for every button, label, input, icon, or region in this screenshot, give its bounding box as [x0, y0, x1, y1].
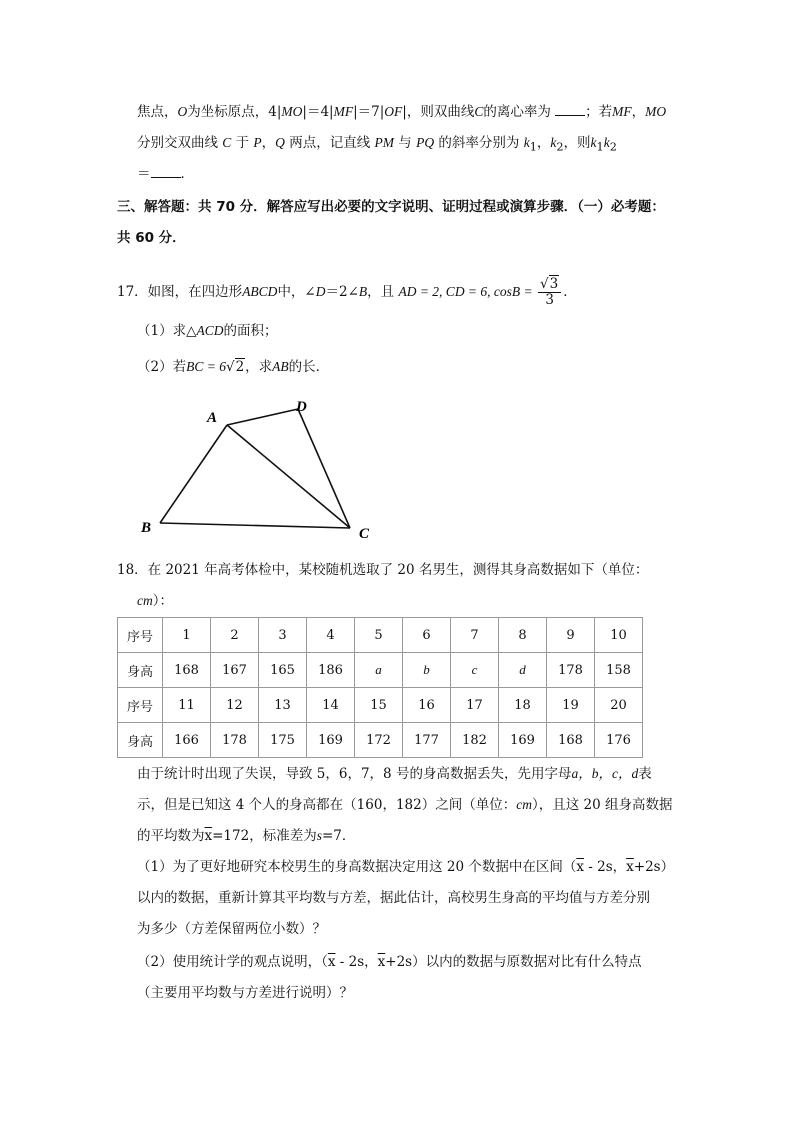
label-C: C: [359, 526, 370, 542]
text: ，且: [367, 284, 395, 300]
table-row: [118, 688, 643, 723]
var-x-bar: $\overline{x}$: [626, 859, 634, 875]
fraction: [538, 277, 561, 308]
table-cell: 166: [163, 723, 211, 758]
text: ，: [631, 104, 646, 120]
q17-stem: [117, 276, 577, 308]
var-C: C: [474, 104, 484, 119]
var-x-bar: $\overline{x}$: [327, 954, 336, 970]
var-Q: Q: [275, 135, 285, 150]
table-cell: 13: [259, 688, 307, 723]
text: - 2s，: [335, 954, 378, 970]
text: 的斜率分别为: [438, 135, 520, 151]
text: ．: [563, 284, 577, 300]
sqrt-2: 2: [235, 359, 245, 375]
text: 的离心率为: [483, 104, 551, 120]
text: 的平均数为: [137, 828, 205, 844]
var-ABCD: ABCD: [242, 284, 278, 299]
table-cell: c: [451, 653, 499, 688]
var-MF: MF: [612, 104, 632, 119]
text: 于: [235, 135, 250, 151]
q18-stem: 18．在 2021 年高考体检中，某校随机选取了 20 名男生，测得其身高数据如下（单位：: [117, 562, 649, 578]
q18-sub2-line-2: （主要用平均数与方差进行说明）？: [137, 985, 353, 1001]
var-PQ: PQ: [416, 135, 435, 150]
answer-blank[interactable]: [555, 103, 585, 116]
q18-unit: [137, 592, 173, 610]
var-MO: MO: [281, 104, 303, 119]
var-s: s: [316, 828, 322, 843]
table-cell: b: [403, 653, 451, 688]
var-D: D: [315, 284, 326, 299]
table-cell: 4: [307, 618, 355, 653]
table-cell: 169: [499, 723, 547, 758]
q18-sub1-line-3: 为多少（方差保留两位小数）？: [137, 921, 326, 937]
q17-sub1: [137, 322, 277, 340]
text: |＝7|: [353, 104, 385, 120]
var-B: B: [358, 284, 368, 299]
subscript: 2: [556, 140, 564, 154]
table-cell: 14: [307, 688, 355, 723]
var-x-bar: $\overline{x}$: [377, 954, 386, 970]
sqrt-sign: √: [225, 359, 235, 375]
text: 为坐标原点，4|: [187, 104, 282, 120]
var-BC: BC = 6: [186, 359, 226, 374]
q16-line-2: [137, 134, 617, 157]
table-cell: 11: [163, 688, 211, 723]
text: ，: [261, 135, 276, 151]
table-cell: 1: [163, 618, 211, 653]
text: （2）使用统计学的观点说明，（: [137, 954, 328, 970]
text: 17．如图，在四边形: [117, 284, 243, 300]
text: ，: [536, 135, 551, 151]
table-cell: 158: [595, 653, 643, 688]
edge-BC: [160, 523, 350, 528]
table-cell: 178: [547, 653, 595, 688]
table-cell: 10: [595, 618, 643, 653]
var-k: k: [523, 135, 530, 150]
table-cell: 18: [499, 688, 547, 723]
var-P: P: [253, 135, 262, 150]
quadrilateral-figure: [130, 390, 390, 550]
var-OF: OF: [384, 104, 403, 119]
edge-DC: [298, 409, 350, 528]
q18-sub1-line-2: 以内的数据，重新计算其平均数与方差，据此估计，高校男生身高的平均值与方差分别: [137, 890, 650, 906]
table-cell: 3: [259, 618, 307, 653]
table-cell: 15: [355, 688, 403, 723]
text: +2s）以内的数据与原数据对比有什么特点: [385, 954, 642, 970]
table-cell: 7: [451, 618, 499, 653]
section-heading-cont: 共 60 分．: [117, 230, 186, 246]
var-k: k: [590, 135, 597, 150]
table-cell: d: [499, 653, 547, 688]
table-cell: 5: [355, 618, 403, 653]
condition-formula: AD = 2, CD = 6, cosB =: [398, 284, 537, 299]
q18-sub1-line-1: [137, 858, 674, 876]
text: ，求: [245, 359, 273, 375]
text: ＝2∠: [325, 284, 359, 300]
text: 示，但是已知这 4 个人的身高都在（160，182）之间（单位：: [137, 797, 517, 813]
table-cell: 168: [547, 723, 595, 758]
var-C: C: [222, 135, 232, 150]
table-cell: 168: [163, 653, 211, 688]
text: （2）若: [137, 359, 187, 375]
vars-abcd: a，b，c，d: [571, 766, 639, 781]
subscript: 2: [609, 140, 617, 154]
text: 焦点，: [137, 104, 178, 120]
text: 分别交双曲线: [137, 135, 218, 151]
table-cell: 8: [499, 618, 547, 653]
var-MF: MF: [333, 104, 354, 119]
table-cell: 6: [403, 618, 451, 653]
table-cell: 9: [547, 618, 595, 653]
text: ），且这 20 组身高数据: [531, 797, 673, 813]
answer-blank[interactable]: [151, 165, 181, 178]
text: |，则双曲线: [402, 104, 475, 120]
table-cell: 178: [211, 723, 259, 758]
text: ；若: [585, 104, 613, 120]
var-AB: AB: [272, 359, 289, 374]
text: ．: [180, 166, 194, 182]
table-cell: 序号: [118, 688, 163, 723]
edge-AB: [160, 425, 227, 523]
q17-sub2: [137, 358, 329, 376]
sqrt-3: 3: [549, 276, 559, 292]
text: +2s）: [633, 859, 675, 875]
table-cell: 175: [259, 723, 307, 758]
q16-line-1: [137, 103, 666, 121]
q18-para-2: [137, 796, 672, 814]
var-PM: PM: [374, 135, 394, 150]
table-cell: 186: [307, 653, 355, 688]
text: - 2s，: [583, 859, 627, 875]
var-x-bar: $\overline{x}$: [204, 828, 213, 844]
fraction-numerator: √3: [538, 277, 561, 293]
label-B: B: [141, 520, 152, 536]
unit-cm: cm: [516, 797, 532, 812]
subscript: 1: [596, 140, 604, 154]
table-cell: 167: [211, 653, 259, 688]
table-cell: 2: [211, 618, 259, 653]
table-cell: a: [355, 653, 403, 688]
table-cell: 17: [451, 688, 499, 723]
q16-line-3: [137, 165, 194, 183]
edge-AD: [227, 409, 298, 425]
section-heading: 三、解答题：共 70 分．解答应写出必要的文字说明、证明过程或演算步骤．（一）必考题：: [117, 199, 665, 215]
table-cell: 16: [403, 688, 451, 723]
text: 由于统计时出现了失误，导致 5，6，7，8 号的身高数据丢失，先用字母: [137, 766, 572, 782]
table-cell: 176: [595, 723, 643, 758]
var-MO: MO: [645, 104, 667, 119]
table-row: [118, 618, 643, 653]
text: =7．: [321, 828, 356, 844]
table-cell: 12: [211, 688, 259, 723]
var-x-bar: $\overline{x}$: [576, 859, 584, 875]
q18-sub2-line-1: [137, 953, 642, 971]
table-cell: 177: [403, 723, 451, 758]
table-cell: 序号: [118, 618, 163, 653]
text: 的长．: [288, 359, 330, 375]
table-cell: 19: [547, 688, 595, 723]
var-ACD: ACD: [196, 323, 224, 338]
table-cell: 182: [451, 723, 499, 758]
q18-para-1: [137, 765, 652, 783]
text: |＝4|: [302, 104, 334, 120]
table-cell: 169: [307, 723, 355, 758]
label-A: A: [207, 410, 218, 426]
table-cell: 身高: [118, 723, 163, 758]
text: 与: [398, 135, 412, 151]
fraction-denominator: 3: [545, 292, 554, 308]
table-cell: 165: [259, 653, 307, 688]
edge-AC: [227, 425, 350, 528]
text: 两点，记直线: [289, 135, 371, 151]
height-table: [117, 617, 643, 758]
q18-para-3: [137, 827, 355, 845]
table-row: [118, 653, 643, 688]
text: ，则: [563, 135, 591, 151]
unit-cm: cm: [137, 593, 153, 608]
table-cell: 20: [595, 688, 643, 723]
text: （1）为了更好地研究本校男生的身高数据决定用这 20 个数据中在区间（: [137, 859, 577, 875]
text: =172，标准差为: [212, 828, 317, 844]
table-row: [118, 723, 643, 758]
label-D: D: [296, 399, 307, 415]
text: ）：: [152, 593, 173, 609]
subscript: 1: [529, 140, 537, 154]
text: 中，∠: [277, 284, 316, 300]
text: 的面积；: [223, 323, 278, 339]
text: （1）求△: [137, 323, 197, 339]
text: ＝: [137, 166, 151, 182]
text: 表: [638, 766, 652, 782]
table-cell: 172: [355, 723, 403, 758]
var-k: k: [550, 135, 557, 150]
var-O: O: [177, 104, 188, 119]
table-cell: 身高: [118, 653, 163, 688]
var-k: k: [603, 135, 610, 150]
